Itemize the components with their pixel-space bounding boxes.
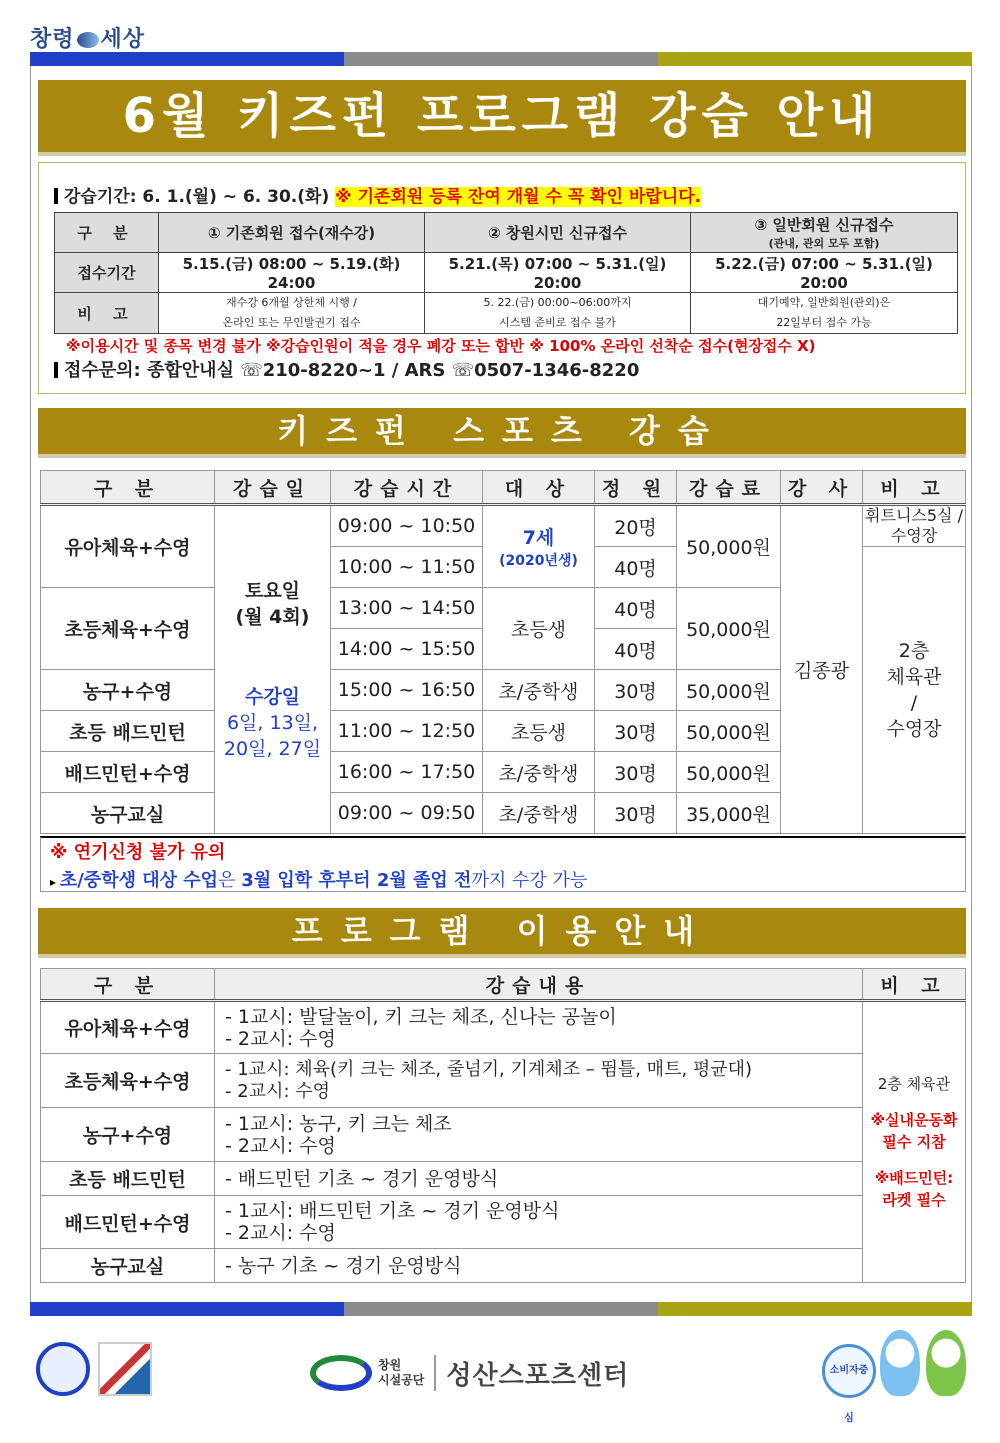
guide-name: 초등체육+수영 [41, 1054, 215, 1108]
logo-emblem-icon [77, 32, 99, 48]
sched-header-capacity: 정 원 [595, 471, 677, 505]
section-title-guide: 프로그램 이용안내 [38, 908, 966, 954]
guide-header-note: 비 고 [863, 969, 966, 1001]
sched-time: 10:00 ~ 11:50 [331, 547, 483, 588]
guide-content: - 배드민턴 기초 ~ 경기 운영방식 [215, 1162, 863, 1196]
sched-target: 초/중학생 [483, 752, 595, 793]
center-name: 성산스포츠센터 [446, 1360, 630, 1391]
sched-fee: 35,000원 [677, 793, 781, 834]
guide-name: 농구교실 [41, 1249, 215, 1283]
guide-content: - 1교시: 농구, 키 크는 체조 - 2교시: 수영 [215, 1108, 863, 1162]
sched-header-fee: 강습료 [677, 471, 781, 505]
sched-fee: 50,000원 [677, 588, 781, 670]
sched-time: 16:00 ~ 17:50 [331, 752, 483, 793]
guide-name: 배드민턴+수영 [41, 1196, 215, 1249]
schedule-table [40, 470, 966, 834]
reg-row-period-label: 접수기간 [55, 253, 159, 293]
sched-capacity: 40명 [595, 629, 677, 670]
sched-fee: 50,000원 [677, 752, 781, 793]
sched-fee: 50,000원 [677, 670, 781, 711]
award-badge-icon [98, 1342, 152, 1396]
guide-header-content: 강습내용 [215, 969, 863, 1001]
sched-name: 초등체육+수영 [41, 588, 215, 670]
sched-capacity: 20명 [595, 505, 677, 547]
warning-text: ※이용시간 및 종목 변경 불가 ※강습인원이 적을 경우 폐강 또는 합반 ※ 100% 온라인 선착순 접수(현장접수 X) [66, 337, 816, 355]
sched-time: 15:00 ~ 16:50 [331, 670, 483, 711]
sched-header-time: 강습시간 [331, 471, 483, 505]
sched-fee: 50,000원 [677, 505, 781, 588]
mascot-green-icon [926, 1330, 966, 1396]
sched-header-day: 강습일 [215, 471, 331, 505]
sched-time: 14:00 ~ 15:50 [331, 629, 483, 670]
sched-time: 11:00 ~ 12:50 [331, 711, 483, 752]
section-title-sports: 키즈펀 스포츠 강습 [38, 408, 966, 454]
guide-content: - 농구 기초 ~ 경기 운영방식 [215, 1249, 863, 1283]
top-color-bar [30, 52, 972, 66]
registration-table [54, 212, 958, 334]
reg-period-citizen: 5.21.(목) 07:00 ~ 5.31.(일) 20:00 [425, 253, 691, 293]
sched-name: 농구+수영 [41, 670, 215, 711]
reg-period-existing: 5.15.(금) 08:00 ~ 5.19.(화) 24:00 [159, 253, 425, 293]
sched-instructor: 김종광 [781, 505, 863, 834]
reg-header-general: ③ 일반회원 신규접수 (관내, 관외 모두 포함) [691, 213, 958, 253]
guide-content: - 1교시: 체육(키 크는 체조, 줄넘기, 기계체조 – 뜀틀, 매트, 평균대) - 2교시: 수영 [215, 1054, 863, 1108]
sched-target: 초/중학생 [483, 793, 595, 834]
sched-header-target: 대 상 [483, 471, 595, 505]
sched-name: 농구교실 [41, 793, 215, 834]
period-notice: ※ 기존회원 등록 잔여 개월 수 꼭 확인 바랍니다. [335, 187, 702, 207]
reg-header-existing: ① 기존회원 접수(재수강) [159, 213, 425, 253]
sched-time: 13:00 ~ 14:50 [331, 588, 483, 629]
sched-name: 초등 배드민턴 [41, 711, 215, 752]
sched-header-category: 구 분 [41, 471, 215, 505]
sched-capacity: 30명 [595, 752, 677, 793]
sched-name: 유아체육+수영 [41, 505, 215, 588]
reg-row-note-label: 비 고 [55, 293, 159, 334]
reg-note-general: 대기예약, 일반회원(관외)은 22일부터 접수 가능 [691, 293, 958, 334]
sched-day-cell: 토요일 (월 4회) 수강일 6일, 13일, 20일, 27일 [215, 505, 331, 834]
sched-note-main: 2층 체육관 / 수영장 [863, 547, 966, 834]
period-line: 강습기간: 6. 1.(월) ~ 6. 30.(화) ※ 기존회원 등록 잔여 개월 수 꼭 확인 바랍니다. [54, 182, 701, 207]
sched-header-instructor: 강 사 [781, 471, 863, 505]
guide-name: 유아체육+수영 [41, 1001, 215, 1054]
sched-note-top: 휘트니스5실 / 수영장 [863, 505, 966, 547]
mascot-blue-icon [880, 1330, 920, 1396]
contact-line: 접수문의: 종합안내실 ☏210-8220~1 / ARS ☏0507-1346-8220 [54, 356, 639, 382]
reg-period-general: 5.22.(금) 07:00 ~ 5.31.(일) 20:00 [691, 253, 958, 293]
sched-target: 7세 (2020년생) [483, 505, 595, 588]
sched-time: 09:00 ~ 10:50 [331, 505, 483, 547]
certification-seal-icon [36, 1342, 90, 1396]
logo: 창령 세상 [30, 26, 146, 52]
consumer-badge-icon: 소비자중심 [822, 1344, 876, 1398]
sched-capacity: 30명 [595, 793, 677, 834]
sched-capacity: 30명 [595, 670, 677, 711]
reg-note-existing: 재수강 6개월 상한제 시행 / 온라인 또는 무인발권기 접수 [159, 293, 425, 334]
reg-header-citizen: ② 창원시민 신규접수 [425, 213, 691, 253]
guide-memo: 2층 체육관 ※실내운동화 필수 지참 ※배드민턴: 라켓 필수 [863, 1001, 966, 1283]
no-postpone-note: ※ 연기신청 불가 유의 [50, 842, 226, 863]
corporation-logo-icon [310, 1355, 372, 1391]
guide-header-category: 구 분 [41, 969, 215, 1001]
sched-target: 초등생 [483, 711, 595, 752]
corporation-name: 창원 시설공단 [378, 1358, 425, 1387]
reg-header-category: 구 분 [55, 213, 159, 253]
grade-note: ▸ 초/중학생 대상 수업은 3월 입학 후부터 2월 졸업 전까지 수강 가능 [50, 870, 588, 891]
sched-time: 09:00 ~ 09:50 [331, 793, 483, 834]
sched-name: 배드민턴+수영 [41, 752, 215, 793]
sched-capacity: 40명 [595, 588, 677, 629]
sched-header-note: 비 고 [863, 471, 966, 505]
reg-note-citizen: 5. 22.(금) 00:00~06:00까지 시스템 준비로 접수 불가 [425, 293, 691, 334]
sched-capacity: 30명 [595, 711, 677, 752]
program-guide-table [40, 968, 966, 1283]
sched-capacity: 40명 [595, 547, 677, 588]
page-title: 6월 키즈펀 프로그램 강습 안내 [38, 80, 966, 152]
guide-content: - 1교시: 배드민턴 기초 ~ 경기 운영방식 - 2교시: 수영 [215, 1196, 863, 1249]
footer-brand [310, 1350, 630, 1396]
guide-name: 초등 배드민턴 [41, 1162, 215, 1196]
sched-target: 초/중학생 [483, 670, 595, 711]
sched-fee: 50,000원 [677, 711, 781, 752]
sched-target: 초등생 [483, 588, 595, 670]
guide-content: - 1교시: 발달놀이, 키 크는 체조, 신나는 공놀이 - 2교시: 수영 [215, 1001, 863, 1054]
guide-name: 농구+수영 [41, 1108, 215, 1162]
bottom-color-bar [30, 1302, 972, 1316]
